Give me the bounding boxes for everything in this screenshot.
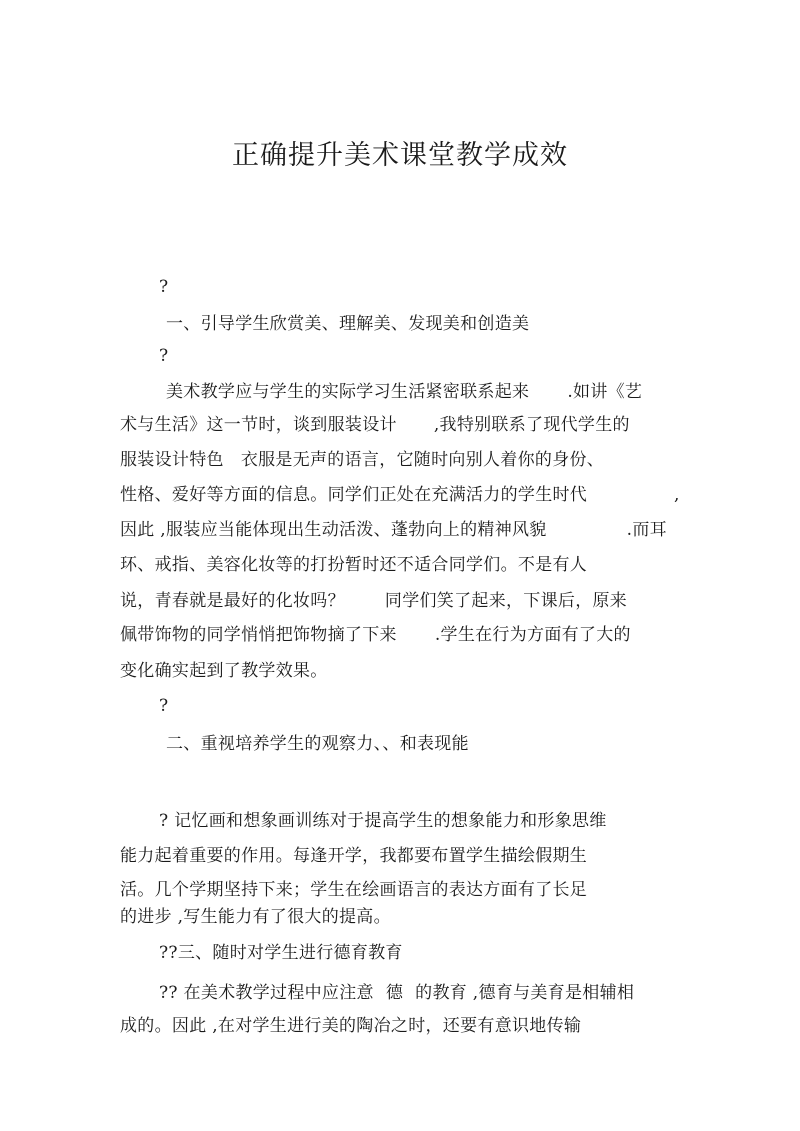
text-fragment: 因此 ,服装应当能体现出生动活泼、蓬勃向上的精神风貌 (120, 520, 547, 540)
text-fragment: 佩带饰物的同学悄悄把饰物摘了下来 (120, 625, 397, 645)
text-fragment: 性格、爱好等方面的信息。同学们正处在充满活力的学生时代 (120, 485, 588, 505)
paragraph-line (120, 449, 604, 471)
paragraph-line: ? 记忆画和想象画训练对于提高学生的想象能力和形象思维 (159, 811, 607, 831)
text-fragment: , (674, 485, 680, 505)
text-fragment: .而耳 (626, 520, 667, 540)
paragraph-line (159, 982, 634, 1004)
paragraph-line: 成的。因此 ,在对学生进行美的陶冶之时，还要有意识地传输 (120, 1016, 582, 1036)
text-fragment: 德 (385, 983, 404, 1003)
text-fragment: 服装设计特色 (120, 450, 224, 470)
placeholder-mark: ? (159, 277, 169, 297)
document-title: 正确提升美术课堂教学成效 (232, 140, 568, 171)
text-fragment: 同学们笑了起来，下课后，原来 (384, 591, 628, 611)
text-fragment: .如讲《艺 (567, 382, 643, 402)
paragraph-line: 的进步 ,写生能力有了很大的提高。 (120, 907, 391, 927)
paragraph-line (120, 484, 587, 506)
text-fragment: 的教育 ,德育与美育是相辅相 (415, 983, 635, 1003)
text-fragment: 说，青春就是最好的化妆吗？ (120, 591, 345, 611)
placeholder-mark: ? (159, 346, 169, 366)
paragraph-line (120, 519, 667, 541)
text-fragment: 美术教学应与学生的实际学习生活紧密联系起来 (166, 382, 530, 402)
paragraph-line: 环、戒指、美容化妆等的打扮暂时还不适合同学们。不是有人 (120, 555, 588, 575)
text-fragment: 术与生活》这一节时，谈到服装设计 (120, 415, 397, 435)
section-heading-2: 二、重视培养学生的观察力、、和表现能 (166, 734, 469, 754)
paragraph-line (120, 624, 631, 646)
paragraph-line: 变化确实起到了教学效果。 (120, 661, 328, 681)
placeholder-mark: ? (159, 696, 169, 716)
paragraph-line (120, 414, 630, 436)
text-fragment: ?? 在美术教学过程中应注意 (159, 983, 374, 1003)
paragraph-line: 能力起着重要的作用。每逢开学，我都要布置学生描绘假期生 (120, 846, 588, 866)
text-fragment: 衣服是无声的语言，它随时向别人着你的身份、 (240, 450, 605, 470)
text-fragment: .学生在行为方面有了大的 (434, 625, 631, 645)
paragraph-line (166, 381, 642, 403)
section-heading-1: 一、引导学生欣赏美、理解美、发现美和创造美 (166, 314, 530, 334)
section-heading-3: ??三、随时对学生进行德育教育 (159, 943, 403, 963)
paragraph-line: 活。几个学期坚持下来；学生在绘画语言的表达方面有了长足 (120, 880, 588, 900)
text-fragment: ,我特别联系了现代学生的 (433, 415, 630, 435)
paragraph-line (120, 590, 627, 612)
